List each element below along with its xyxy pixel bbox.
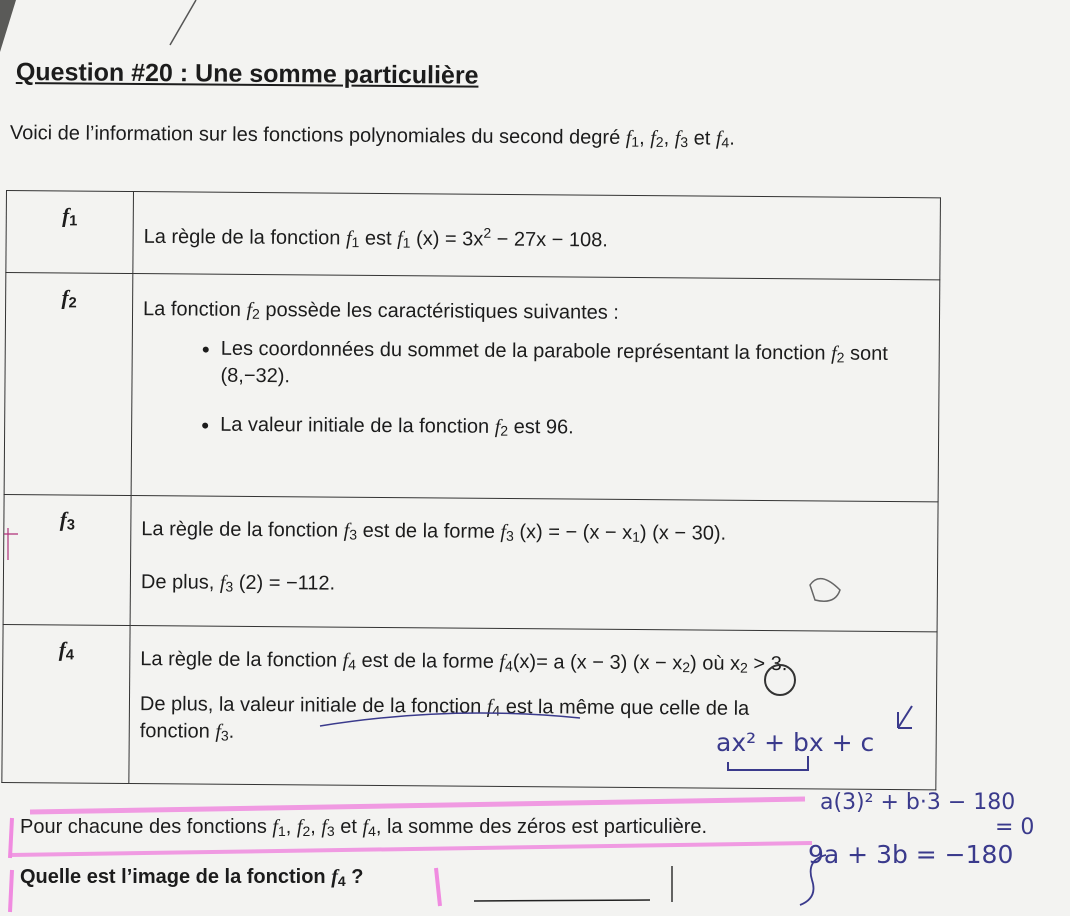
handwritten-equation-1: a(3)² + b·3 − 180 xyxy=(820,790,1016,815)
list-item: • Les coordonnées du sommet de la parabole représentant la fonction f2 sont (8,−32). xyxy=(220,336,928,396)
list-item: • La valeur initiale de la fonction f2 est 96. xyxy=(220,412,928,445)
scribble-mark xyxy=(810,579,840,602)
highlight-line xyxy=(436,868,440,906)
margin-mark xyxy=(4,528,18,560)
underline-mark xyxy=(320,713,580,726)
handwritten-equation-2: 9a + 3b = −180 xyxy=(808,840,1014,869)
intro-text: Voici de l’information sur les fonctions polynomiales du second degré f1, f2, f3 et f4. xyxy=(9,122,735,151)
function-description-f4: La règle de la fonction f4 est de la forme f4(x)= a (x − 3) (x − x2) où x2 > 3. De plus, la valeur initiale de la fonction f4 est la même que celle de la fonction f3. xyxy=(129,625,937,789)
circled-x2-mark xyxy=(765,665,795,695)
highlight-line xyxy=(30,799,805,812)
handwritten-general-form: ax² + bx + c xyxy=(716,728,875,757)
function-description-f2: La fonction f2 possède les caractéristiques suivantes : • Les coordonnées du sommet de la parabole représentant la fonction f2 sont (8,−32). • La valeur initiale de la fonction f2 est 96. xyxy=(131,273,940,501)
function-description-f3: La règle de la fonction f3 est de la forme f3 (x) = − (x − x1) (x − 30). De plus, f3 (2) = −112. xyxy=(130,495,938,631)
bracket-mark xyxy=(728,756,808,770)
function-label-f2: $f_2$ xyxy=(4,273,133,496)
highlight-line xyxy=(10,843,812,855)
function-description-f1: La règle de la fonction f1 est f1 $(x) = 3x^2 - 27x - 108$. xyxy=(133,192,941,280)
pen-stroke xyxy=(800,855,826,905)
zeros-sum-statement: Pour chacune des fonctions f1, f2, f3 et f4, la somme des zéros est particulière. xyxy=(20,816,708,839)
function-label-f4: $f_4$ xyxy=(2,624,130,783)
function-label-f1: $f_1$ xyxy=(6,191,134,274)
pen-stroke xyxy=(170,0,196,45)
arrow-mark xyxy=(898,706,912,728)
highlight-line xyxy=(10,818,12,858)
question-prompt: Quelle est l’image de la fonction f4 ? xyxy=(20,866,364,889)
function-label-f3: $f_3$ xyxy=(3,494,131,625)
answer-blank-line xyxy=(474,900,650,901)
question-title: Question #20 : Une somme particulière xyxy=(15,58,479,90)
handwritten-equation-1-result: = 0 xyxy=(995,815,1035,840)
highlight-line xyxy=(10,870,12,912)
